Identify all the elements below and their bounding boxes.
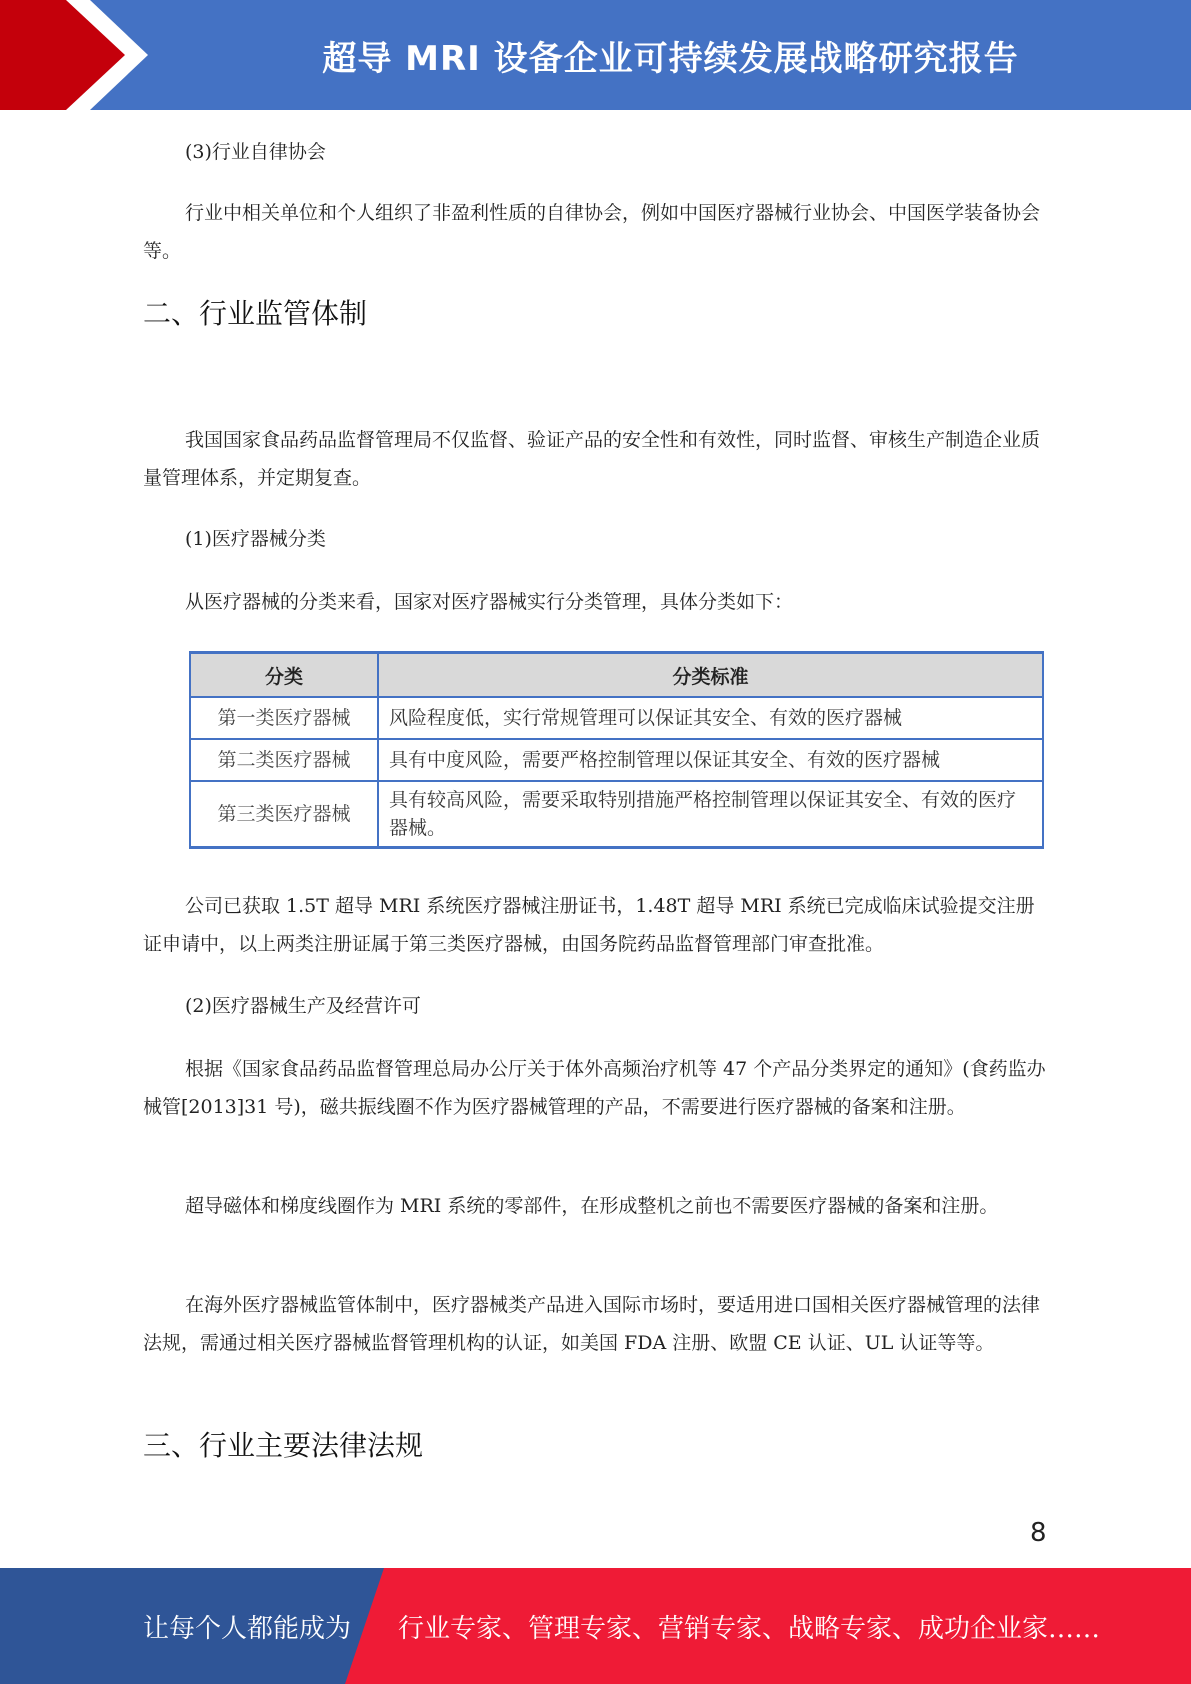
category-cell: 第一类医疗器械 xyxy=(190,697,378,739)
category-cell: 第三类医疗器械 xyxy=(190,781,378,848)
report-title: 超导 MRI 设备企业可持续发展战略研究报告 xyxy=(322,38,1019,79)
section-three-title: 三、行业主要法律法规 xyxy=(143,1429,424,1462)
criteria-cell: 具有较高风险，需要采取特别措施严格控制管理以保证其安全、有效的医疗器械。 xyxy=(378,781,1043,848)
device-classification-table xyxy=(189,651,1044,849)
footer-slogan-lead: 让每个人都能成为 xyxy=(143,1613,352,1644)
section-two-title: 二、行业监管体制 xyxy=(143,297,368,330)
classification-heading: (1)医疗器械分类 xyxy=(185,528,326,550)
column-header-category: 分类 xyxy=(190,653,378,698)
self-regulation-heading: (3)行业自律协会 xyxy=(185,141,326,163)
footer-slogan-roles: 行业专家、管理专家、营销专家、战略专家、成功企业家…… xyxy=(398,1613,1101,1644)
table-row xyxy=(190,739,1043,781)
regulator-paragraph: 我国国家食品药品监督管理局不仅监督、验证产品的安全性和有效性，同时监督、审核生产制造企业质量管理体系，并定期复查。 xyxy=(143,429,1041,489)
criteria-cell: 风险程度低，实行常规管理可以保证其安全、有效的医疗器械 xyxy=(378,697,1043,739)
license-heading: (2)医疗器械生产及经营许可 xyxy=(185,995,421,1017)
components-paragraph: 超导磁体和梯度线圈作为 MRI 系统的零部件，在形成整机之前也不需要医疗器械的备案和注册。 xyxy=(185,1195,999,1217)
header-banner xyxy=(0,0,1191,110)
classification-intro: 从医疗器械的分类来看，国家对医疗器械实行分类管理，具体分类如下： xyxy=(185,591,794,613)
table-header-row xyxy=(190,653,1043,698)
table-row xyxy=(190,781,1043,848)
footer-banner xyxy=(0,1568,1191,1684)
table-row xyxy=(190,697,1043,739)
classification-notice-paragraph: 根据《国家食品药品监督管理总局办公厅关于体外高频治疗机等 47 个产品分类界定的通知》(食药监办械管[2013]31 号)，磁共振线圈不作为医疗器械管理的产品，不需要进行医疗器械的备案和注册。 xyxy=(143,1058,1046,1118)
category-cell: 第二类医疗器械 xyxy=(190,739,378,781)
company-certification-paragraph: 公司已获取 1.5T 超导 MRI 系统医疗器械注册证书，1.48T 超导 MRI 系统已完成临床试验提交注册证申请中，以上两类注册证属于第三类医疗器械，由国务院药品监督管理部门审查批准。 xyxy=(143,895,1035,955)
criteria-cell: 具有中度风险，需要严格控制管理以保证其安全、有效的医疗器械 xyxy=(378,739,1043,781)
overseas-regulation-paragraph: 在海外医疗器械监管体制中，医疗器械类产品进入国际市场时，要适用进口国相关医疗器械管理的法律法规，需通过相关医疗器械监督管理机构的认证，如美国 FDA 注册、欧盟 CE 认证、UL 认证等等。 xyxy=(143,1294,1041,1354)
self-regulation-paragraph: 行业中相关单位和个人组织了非盈利性质的自律协会，例如中国医疗器械行业协会、中国医学装备协会等。 xyxy=(143,202,1041,262)
column-header-criteria: 分类标准 xyxy=(378,653,1043,698)
page-number: 8 xyxy=(1030,1518,1047,1548)
